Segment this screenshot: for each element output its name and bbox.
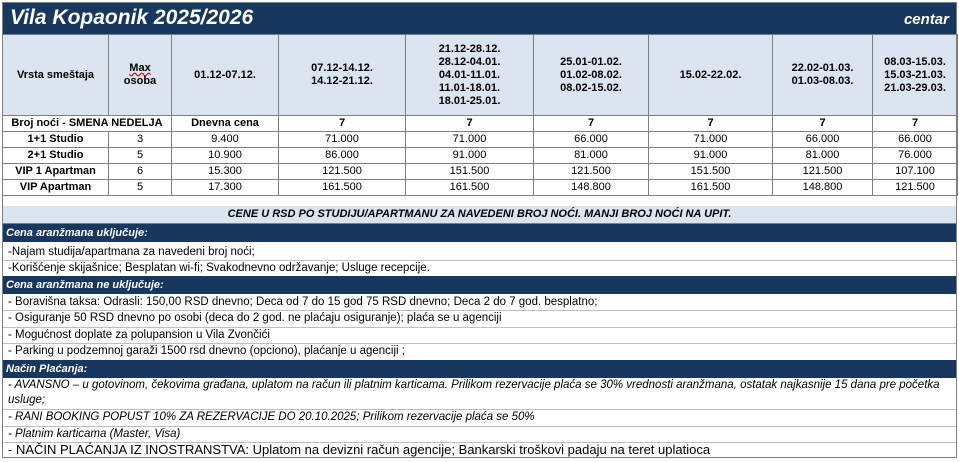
price-cell: 151.500 <box>406 164 534 180</box>
period-date: 28.12-04.01. <box>438 55 501 68</box>
payment-item: - RANI BOOKING POPUST 10% ZA REZERVACIJE DO 20.10.2025; Prilikom rezervacije plaća se 50% <box>8 411 535 423</box>
max-persons: 5 <box>109 148 172 164</box>
price-cell: 15.300 <box>172 164 279 180</box>
period-date: 01.12-07.12. <box>194 68 256 81</box>
title-bar <box>2 2 957 34</box>
included-item: -Najam studija/apartmana za navedeni broj noći; <box>8 246 255 258</box>
period-header <box>649 35 773 116</box>
table-header-row <box>3 35 958 116</box>
period-header <box>406 35 534 116</box>
price-cell: 66.000 <box>773 132 873 148</box>
included-item: -Korišćenje skijašnice; Besplatan wi-fi; Svakodnevno održavanje; Usluge recepcije. <box>8 262 430 274</box>
header-type: Vrsta smeštaja <box>3 35 109 116</box>
price-table <box>2 34 958 196</box>
price-cell: 66.000 <box>873 132 958 148</box>
price-cell: 107.100 <box>873 164 958 180</box>
accommodation-type: VIP Apartman <box>3 180 109 196</box>
period-date: 07.12-14.12. <box>311 62 373 74</box>
period-date: 14.12-21.12. <box>311 75 373 87</box>
price-cell: 71.000 <box>649 132 773 148</box>
max-persons: 6 <box>109 164 172 180</box>
table-row <box>3 148 958 164</box>
header-max-top: Max <box>129 62 151 74</box>
price-cell: 151.500 <box>649 164 773 180</box>
accommodation-type: 2+1 Studio <box>3 148 109 164</box>
nights-cell: 7 <box>873 116 958 132</box>
price-cell: 9.400 <box>172 132 279 148</box>
price-cell: 121.500 <box>873 180 958 196</box>
period-date: 21.03-29.03. <box>884 81 946 94</box>
location-label: centar <box>903 11 949 28</box>
price-note: CENE U RSD PO STUDIJU/APARTMANU ZA NAVEDENI BROJ NOĆI. MANJI BROJ NOĆI NA UPIT. <box>2 206 957 224</box>
table-row <box>3 164 958 180</box>
excluded-item: - Parking u podzemnoj garaži 1500 rsd dnevno (opciono), plaćanje u agenciji ; <box>8 345 405 357</box>
period-date: 15.02-22.02. <box>679 68 742 81</box>
price-cell: 91.000 <box>406 148 534 164</box>
period-date: 25.01-01.02. <box>560 55 622 68</box>
table-row <box>3 132 958 148</box>
period-header <box>534 35 649 116</box>
max-persons: 5 <box>109 180 172 196</box>
period-header <box>773 35 873 116</box>
excluded-item: - Boravišna taksa: Odrasli: 150,00 RSD dnevno; Deca od 7 do 15 god 75 RSD dnevno; Deca 2 do 7 god. besplatno; <box>8 296 598 308</box>
header-max-bottom: osoba <box>123 75 157 87</box>
nights-label: Broj noći - SMENA NEDELJA <box>3 116 172 132</box>
price-cell: 148.800 <box>534 180 649 196</box>
period-header <box>172 35 279 116</box>
excluded-item: - Mogućnost doplate za polupansion u Vila Zvončići <box>8 329 270 341</box>
period-header <box>279 35 406 116</box>
price-cell: 161.500 <box>406 180 534 196</box>
payment-heading: Način Plaćanja: <box>2 360 957 378</box>
price-cell: 161.500 <box>279 180 406 196</box>
price-cell: 121.500 <box>279 164 406 180</box>
price-cell: 121.500 <box>773 164 873 180</box>
nights-cell: 7 <box>649 116 773 132</box>
period-date: 01.02-08.02. <box>560 68 622 81</box>
period-date: 18.01-25.01. <box>438 94 501 107</box>
price-cell: 121.500 <box>534 164 649 180</box>
payment-item: - Platnim karticama (Master, Visa) <box>8 428 181 440</box>
nights-cell: 7 <box>773 116 873 132</box>
period-date: 08.02-15.02. <box>560 81 622 94</box>
price-list <box>2 2 957 458</box>
price-cell: 148.800 <box>773 180 873 196</box>
period-date: 01.03-08.03. <box>791 75 854 87</box>
price-cell: 161.500 <box>649 180 773 196</box>
price-cell: 86.000 <box>279 148 406 164</box>
nights-cell: Dnevna cena <box>172 116 279 132</box>
price-cell: 17.300 <box>172 180 279 196</box>
nights-row <box>3 116 958 132</box>
price-cell: 66.000 <box>534 132 649 148</box>
accommodation-type: VIP 1 Apartman <box>3 164 109 180</box>
nights-cell: 7 <box>279 116 406 132</box>
price-cell: 71.000 <box>279 132 406 148</box>
payment-item: - NAČIN PLAĆANJA IZ INOSTRANSTVA: Uplatom na devizni račun agencije; Bankarski troškovi padaju na teret uplatioca <box>8 442 711 457</box>
period-date: 04.01-11.01. <box>438 68 501 81</box>
price-cell: 81.000 <box>534 148 649 164</box>
header-max <box>109 35 172 116</box>
included-heading: Cena aranžmana uključuje: <box>2 224 957 242</box>
accommodation-type: 1+1 Studio <box>3 132 109 148</box>
max-persons: 3 <box>109 132 172 148</box>
price-cell: 91.000 <box>649 148 773 164</box>
period-date: 11.01-18.01. <box>438 81 501 94</box>
table-row <box>3 180 958 196</box>
period-header <box>873 35 958 116</box>
price-cell: 81.000 <box>773 148 873 164</box>
payment-item: - AVANSNO – u gotovinom, čekovima građana, uplatom na račun ili platnim karticama. Prilikom rezervacije plaća se 30% vrednosti aranžmana, ostatak najkasnije 15 dana pre početka usluge; <box>8 379 940 406</box>
nights-cell: 7 <box>406 116 534 132</box>
excluded-item: - Osiguranje 50 RSD dnevno po osobi (deca do 2 god. ne plaćaju osiguranje); plaća se u agenciji <box>8 312 502 324</box>
price-cell: 76.000 <box>873 148 958 164</box>
price-cell: 71.000 <box>406 132 534 148</box>
excluded-heading: Cena aranžmana ne uključuje: <box>2 276 957 294</box>
nights-cell: 7 <box>534 116 649 132</box>
period-date: 22.02-01.03. <box>791 62 854 74</box>
period-date: 21.12-28.12. <box>438 42 501 55</box>
page-title: Vila Kopaonik 2025/2026 <box>10 6 254 29</box>
price-cell: 10.900 <box>172 148 279 164</box>
period-date: 15.03-21.03. <box>884 68 946 81</box>
period-date: 08.03-15.03. <box>884 55 946 68</box>
